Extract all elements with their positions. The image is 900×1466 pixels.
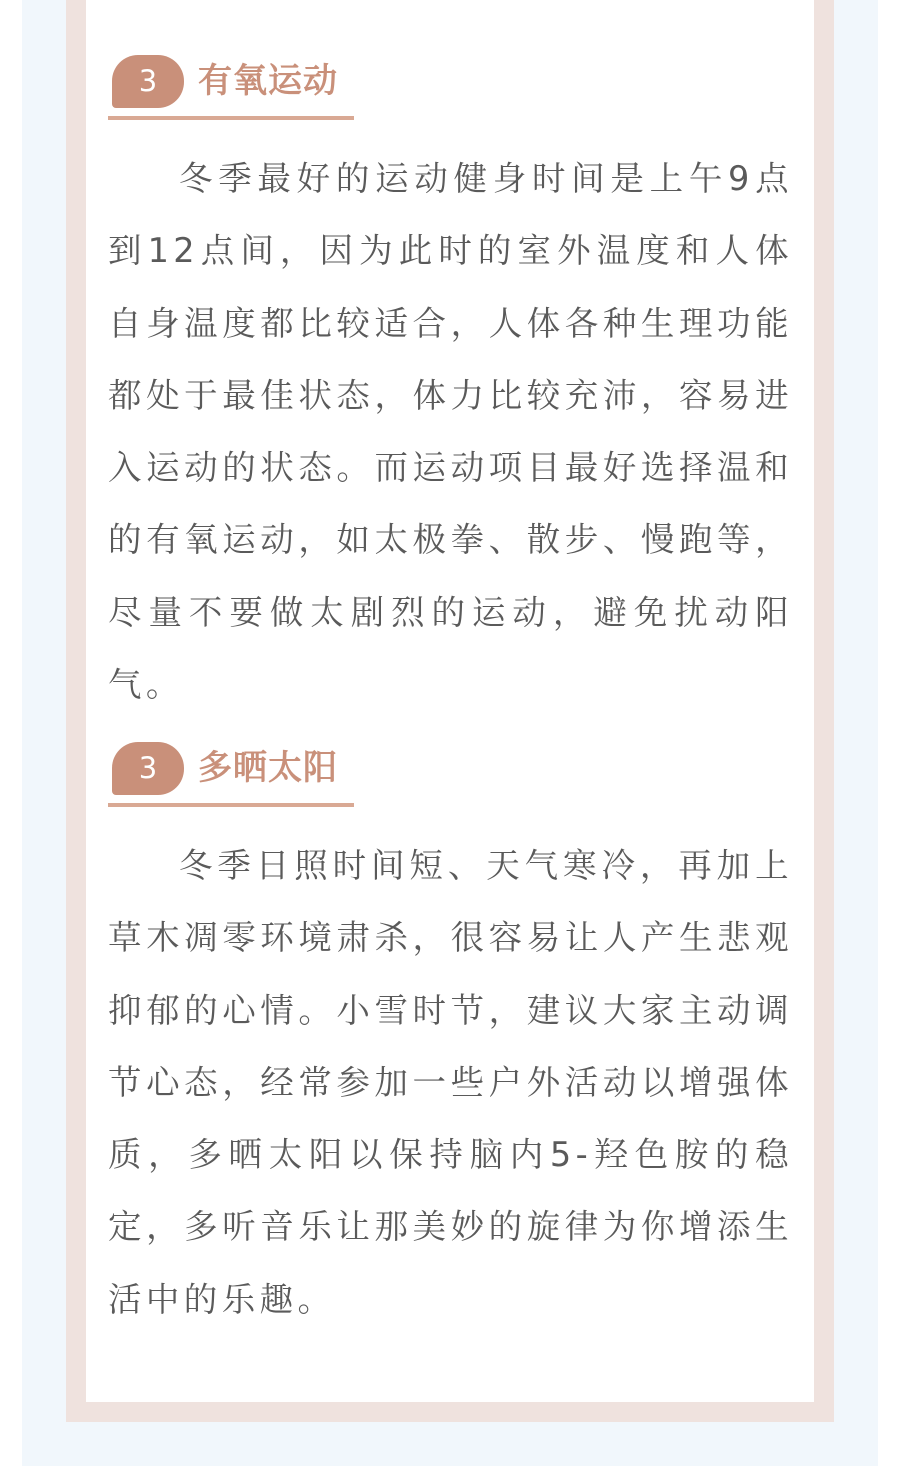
section-body-aerobic-exercise: 冬季最好的运动健身时间是上午9点到12点间，因为此时的室外温度和人体自身温度都比较适合，人体各种生理功能都处于最佳状态，体力比较充沛，容易进入运动的状态。而运动项目最好选择温和的有氧运动，如太极拳、散步、慢跑等，尽量不要做太剧烈的运动，避免扰动阳气。 xyxy=(108,159,793,705)
section-header-sunbathing xyxy=(108,742,354,806)
section-underline xyxy=(108,803,354,807)
section-title: 有氧运动 xyxy=(198,61,338,101)
section-underline xyxy=(108,116,354,120)
section-header-aerobic-exercise xyxy=(108,55,354,119)
section-number-badge: 3 xyxy=(112,742,184,795)
section-body-sunbathing: 冬季日照时间短、天气寒冷，再加上草木凋零环境肃杀，很容易让人产生悲观抑郁的心情。小雪时节，建议大家主动调节心态，经常参加一些户外活动以增强体质，多晒太阳以保持脑内5-羟色胺的稳定，多听音乐让那美妙的旋律为你增添生活中的乐趣。 xyxy=(108,846,793,1319)
section-number-badge: 3 xyxy=(112,55,184,108)
section-title: 多晒太阳 xyxy=(198,748,338,788)
